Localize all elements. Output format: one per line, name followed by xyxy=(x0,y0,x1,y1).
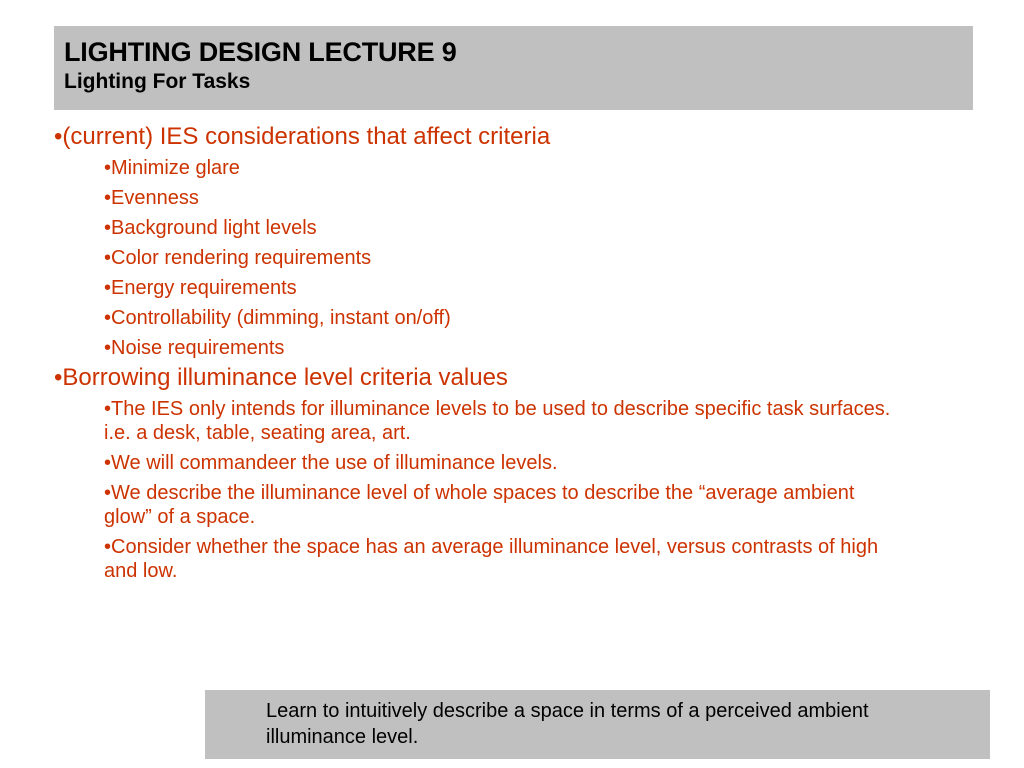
slide-subtitle: Lighting For Tasks xyxy=(64,70,251,93)
bullet-item: •We will commandeer the use of illuminance levels. xyxy=(104,452,558,474)
section-heading-borrowing-criteria: •Borrowing illuminance level criteria values xyxy=(54,364,508,391)
learning-objective-text: Learn to intuitively describe a space in terms of a perceived ambient illuminance level. xyxy=(266,700,869,748)
bullet-item: •Evenness xyxy=(104,187,199,209)
bullet-item: •Energy requirements xyxy=(104,277,297,299)
bullet-item: •Background light levels xyxy=(104,217,317,239)
bullet-item: •Color rendering requirements xyxy=(104,247,372,269)
bullet-item: •Noise requirements xyxy=(104,337,285,359)
bullet-item: •The IES only intends for illuminance levels to be used to describe specific task surfaces. i.e. a desk, table, seating area, art. xyxy=(104,398,891,444)
section-heading-ies-considerations: •(current) IES considerations that affect criteria xyxy=(54,123,551,150)
bullet-item: •Consider whether the space has an average illuminance level, versus contrasts of high and low. xyxy=(104,536,879,582)
bullet-item: •Minimize glare xyxy=(104,157,240,179)
bullet-content xyxy=(54,120,954,584)
title-bar xyxy=(54,26,973,110)
learning-objective-box xyxy=(205,690,990,759)
bullet-item: •Controllability (dimming, instant on/off) xyxy=(104,307,451,329)
bullet-item: •We describe the illuminance level of whole spaces to describe the “average ambient glow” of a space. xyxy=(104,482,855,528)
slide-title: LIGHTING DESIGN LECTURE 9 xyxy=(64,37,457,67)
